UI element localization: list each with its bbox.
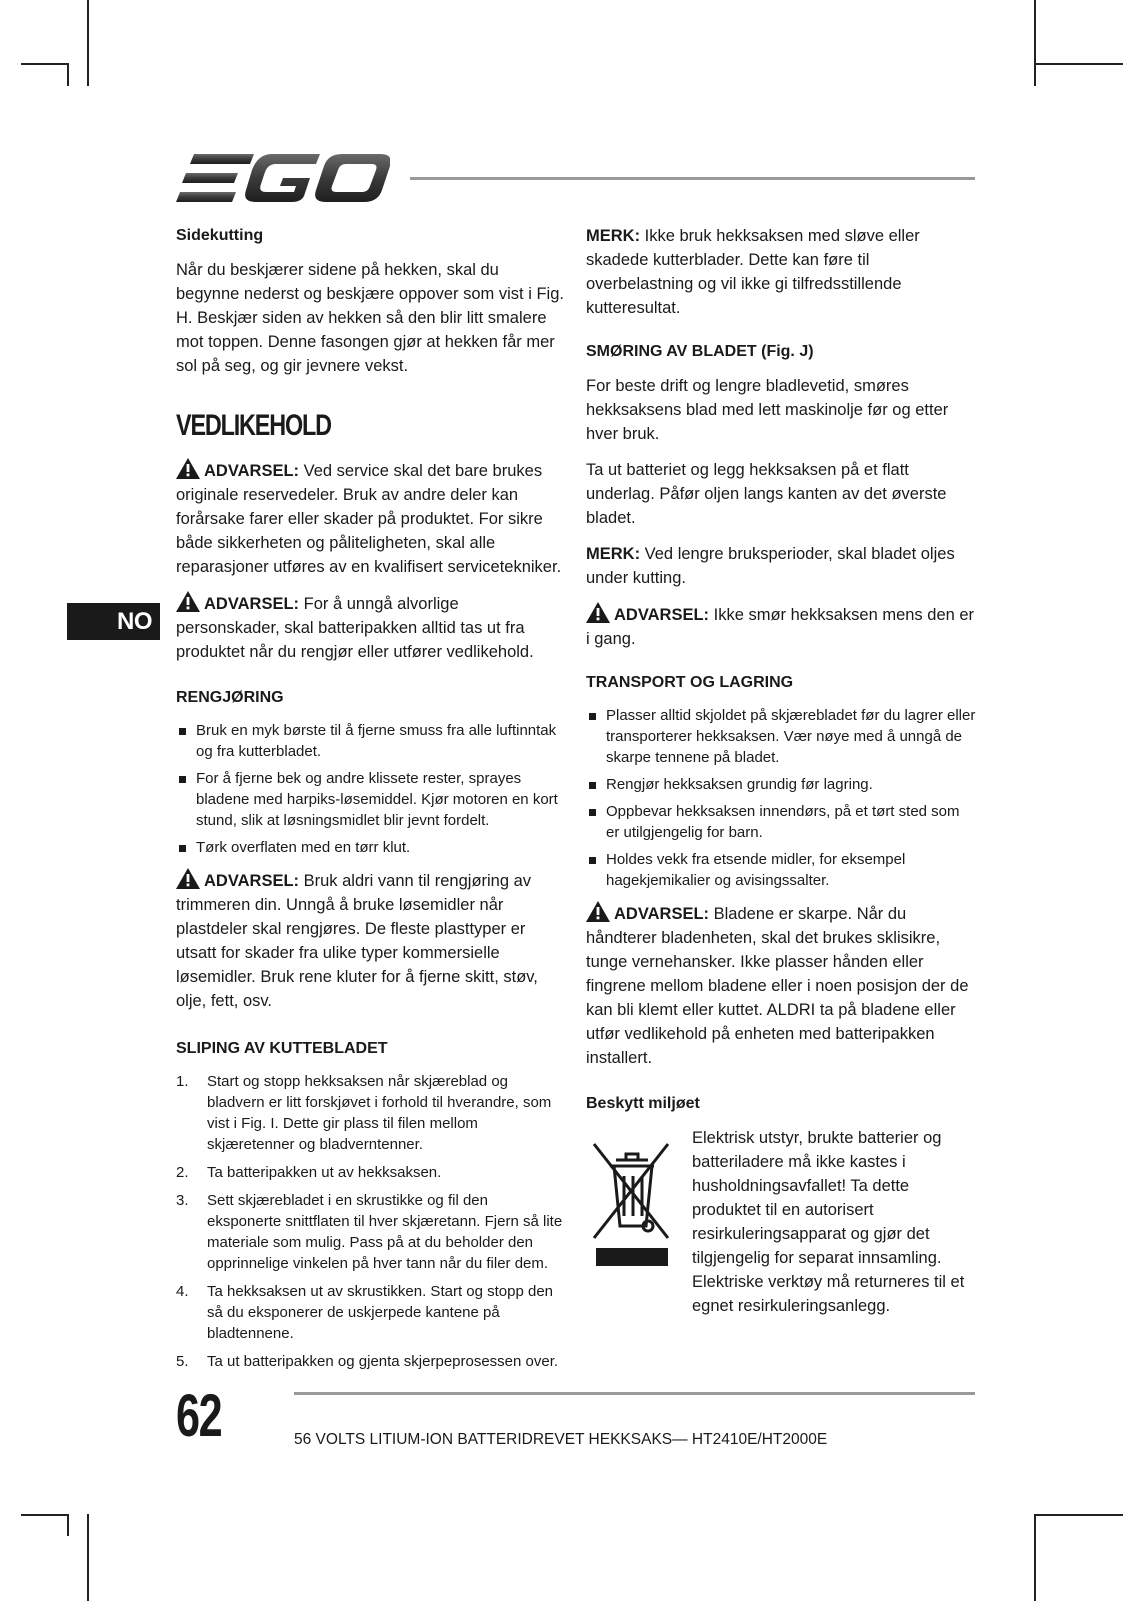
note-text: Ved lengre bruksperioder, skal bladet oljes under kutting.: [586, 545, 955, 587]
smoring-heading: SMØRING AV BLADET (Fig. J): [586, 343, 814, 360]
warning-triangle-icon: [176, 868, 200, 889]
step-number: 2.: [176, 1164, 189, 1181]
warning-paragraph: [176, 868, 564, 1013]
language-tab: NO: [67, 603, 160, 640]
footer-rule: [294, 1392, 975, 1395]
step-number: 4.: [176, 1283, 189, 1300]
crop-mark: [21, 63, 69, 65]
note-paragraph: [586, 224, 976, 320]
crop-mark: [21, 1514, 69, 1516]
note-label: MERK:: [586, 545, 641, 563]
warning-triangle-icon: [586, 901, 610, 922]
step-text: Ta hekksaksen ut av skrustikken. Start og stopp den så du eksponerer de uskjerpede kantene på bladtennene.: [207, 1283, 554, 1342]
rengjoring-heading: RENGJØRING: [176, 689, 284, 706]
header-rule: [410, 177, 975, 180]
warning-label: ADVARSEL:: [204, 595, 300, 613]
sliping-steps: [176, 1071, 564, 1372]
list-item: Holdes vekk fra etsende midler, for eksempel hagekjemikalier og avisingssalter.: [586, 849, 976, 891]
warning-label: ADVARSEL:: [204, 872, 300, 890]
list-item: Oppbevar hekksaksen innendørs, på et tørt sted som er utilgjengelig for barn.: [586, 801, 976, 843]
step-number: 5.: [176, 1353, 189, 1370]
step-number: 3.: [176, 1192, 189, 1209]
step-number: 1.: [176, 1073, 189, 1090]
crop-mark: [87, 1514, 89, 1601]
note-label: MERK:: [586, 227, 641, 245]
warning-label: ADVARSEL:: [204, 462, 300, 480]
warning-paragraph: [176, 458, 564, 579]
miljo-text: Elektrisk utstyr, brukte batterier og batteriladere må ikke kastes i husholdningsavfallet! Ta dette produktet til en autorisert resirkuleringsapparat og gjør det tilgjengelig for separat innsamling. Elektriske verktøy må returneres til et egnet resirkuleringsanlegg.: [692, 1129, 965, 1315]
list-item: [176, 1190, 564, 1274]
crop-mark: [1034, 63, 1123, 65]
list-item: [176, 1071, 564, 1155]
warning-paragraph: [176, 591, 564, 664]
warning-text: Bladene er skarpe. Når du håndterer bladenheten, skal det brukes sklisikre, tunge vernehansker. Ikke plasser hånden eller fingrene mellom bladene eller i noen posisjon der de kan bli klemt eller kuttet. ALDRI ta på bladene eller utfør vedlikehold på enheten med batteripakken installert.: [586, 905, 969, 1067]
warning-paragraph: [586, 602, 976, 651]
left-column: [176, 224, 564, 1379]
page-number: 62: [176, 1382, 222, 1449]
list-item: [176, 1162, 564, 1183]
warning-text: Ved service skal det bare brukes originale reservedeler. Bruk av andre deler kan forårsake farer eller skader på produktet. For sikre både sikkerheten og påliteligheten, skal alle reparasjoner utføres av en kvalifisert servicetekniker.: [176, 462, 562, 576]
sliping-heading: SLIPING AV KUTTEBLADET: [176, 1040, 388, 1057]
vedlikehold-title: VEDLIKEHOLD: [176, 409, 331, 442]
warning-triangle-icon: [176, 458, 200, 479]
transport-list: [586, 705, 976, 891]
crop-mark: [1034, 1514, 1036, 1601]
crop-mark: [67, 63, 69, 86]
crop-mark: [1034, 1514, 1123, 1516]
warning-text: For å unngå alvorlige personskader, skal batteripakken alltid tas ut fra produktet når du rengjør eller utfører vedlikehold.: [176, 595, 534, 661]
ego-logo: [176, 150, 390, 206]
note-paragraph: [586, 542, 976, 590]
rengjoring-list: [176, 720, 564, 858]
sidekutting-heading: Sidekutting: [176, 227, 264, 244]
crop-mark: [1034, 0, 1036, 86]
warning-label: ADVARSEL:: [614, 606, 710, 624]
list-item: [176, 1351, 564, 1372]
warning-triangle-icon: [176, 591, 200, 612]
step-text: Sett skjærebladet i en skrustikke og fil den eksponerte snittflaten til hver skjæretann. Fjern så lite materiale som mulig. Pass på at du beholder den opprinnelige vinkelen på hver tann når du filer dem.: [207, 1192, 563, 1272]
step-text: Ta ut batteripakken og gjenta skjerpeprosessen over.: [207, 1353, 559, 1370]
crop-mark: [67, 1514, 69, 1536]
step-text: Ta batteripakken ut av hekksaksen.: [207, 1164, 442, 1181]
list-item: Rengjør hekksaksen grundig før lagring.: [586, 774, 976, 795]
transport-heading: TRANSPORT OG LAGRING: [586, 674, 794, 691]
list-item: For å fjerne bek og andre klissete rester, sprayes bladene med harpiks-løsemiddel. Kjør motoren en kort stund, slik at løsningsmidlet blir jevnt fordelt.: [176, 768, 564, 831]
list-item: [176, 1281, 564, 1344]
list-item: Plasser alltid skjoldet på skjærebladet før du lagrer eller transporterer hekksaksen. Vær nøye med å unngå de skarpe tennene på bladet.: [586, 705, 976, 768]
crop-mark: [87, 0, 89, 86]
smoring-paragraph: Ta ut batteriet og legg hekksaksen på et flatt underlag. Påfør oljen langs kanten av det øverste bladet.: [586, 461, 947, 527]
weee-block: [586, 1126, 976, 1318]
warning-text: Ikke smør hekksaksen mens den er i gang.: [586, 606, 975, 648]
sidekutting-body: Når du beskjærer sidene på hekken, skal du begynne nederst og beskjære oppover som vist i Fig. H. Beskjær siden av hekken så den blir litt smalere mot toppen. Denne fasongen gjør at hekken får mer sol på seg, og gir jevnere vekst.: [176, 261, 564, 375]
miljo-heading: Beskytt miljøet: [586, 1095, 700, 1112]
warning-paragraph: [586, 901, 976, 1070]
step-text: Start og stopp hekksaksen når skjæreblad og bladvern er litt forskjøvet i forhold til hverandre, som vist i Fig. I. Dette gir plass til filen mellom skjæretenner og bladverntenner.: [207, 1073, 552, 1153]
list-item: Tørk overflaten med en tørr klut.: [176, 837, 564, 858]
warning-triangle-icon: [586, 602, 610, 623]
warning-text: Bruk aldri vann til rengjøring av trimmeren din. Unngå å bruke løsemidler når plastdeler skal rengjøres. De fleste plasttyper er utsatt for skader fra ulike typer kommersielle løsemidler. Bruk rene kluter for å fjerne skitt, støv, olje, fett, osv.: [176, 872, 538, 1010]
smoring-paragraph: For beste drift og lengre bladlevetid, smøres hekksaksens blad med lett maskinolje før og etter hver bruk.: [586, 377, 949, 443]
list-item: Bruk en myk børste til å fjerne smuss fra alle luftinntak og fra kutterbladet.: [176, 720, 564, 762]
footer-title: 56 VOLTS LITIUM-ION BATTERIDREVET HEKKSAKS— HT2410E/HT2000E: [294, 1431, 828, 1448]
crossed-out-bin-icon: [586, 1130, 676, 1270]
note-text: Ikke bruk hekksaksen med sløve eller skadede kutterblader. Dette kan føre til overbelastning og vil ikke gi tilfredsstillende kutteresultat.: [586, 227, 920, 317]
warning-label: ADVARSEL:: [614, 905, 710, 923]
right-column: [586, 224, 976, 1318]
